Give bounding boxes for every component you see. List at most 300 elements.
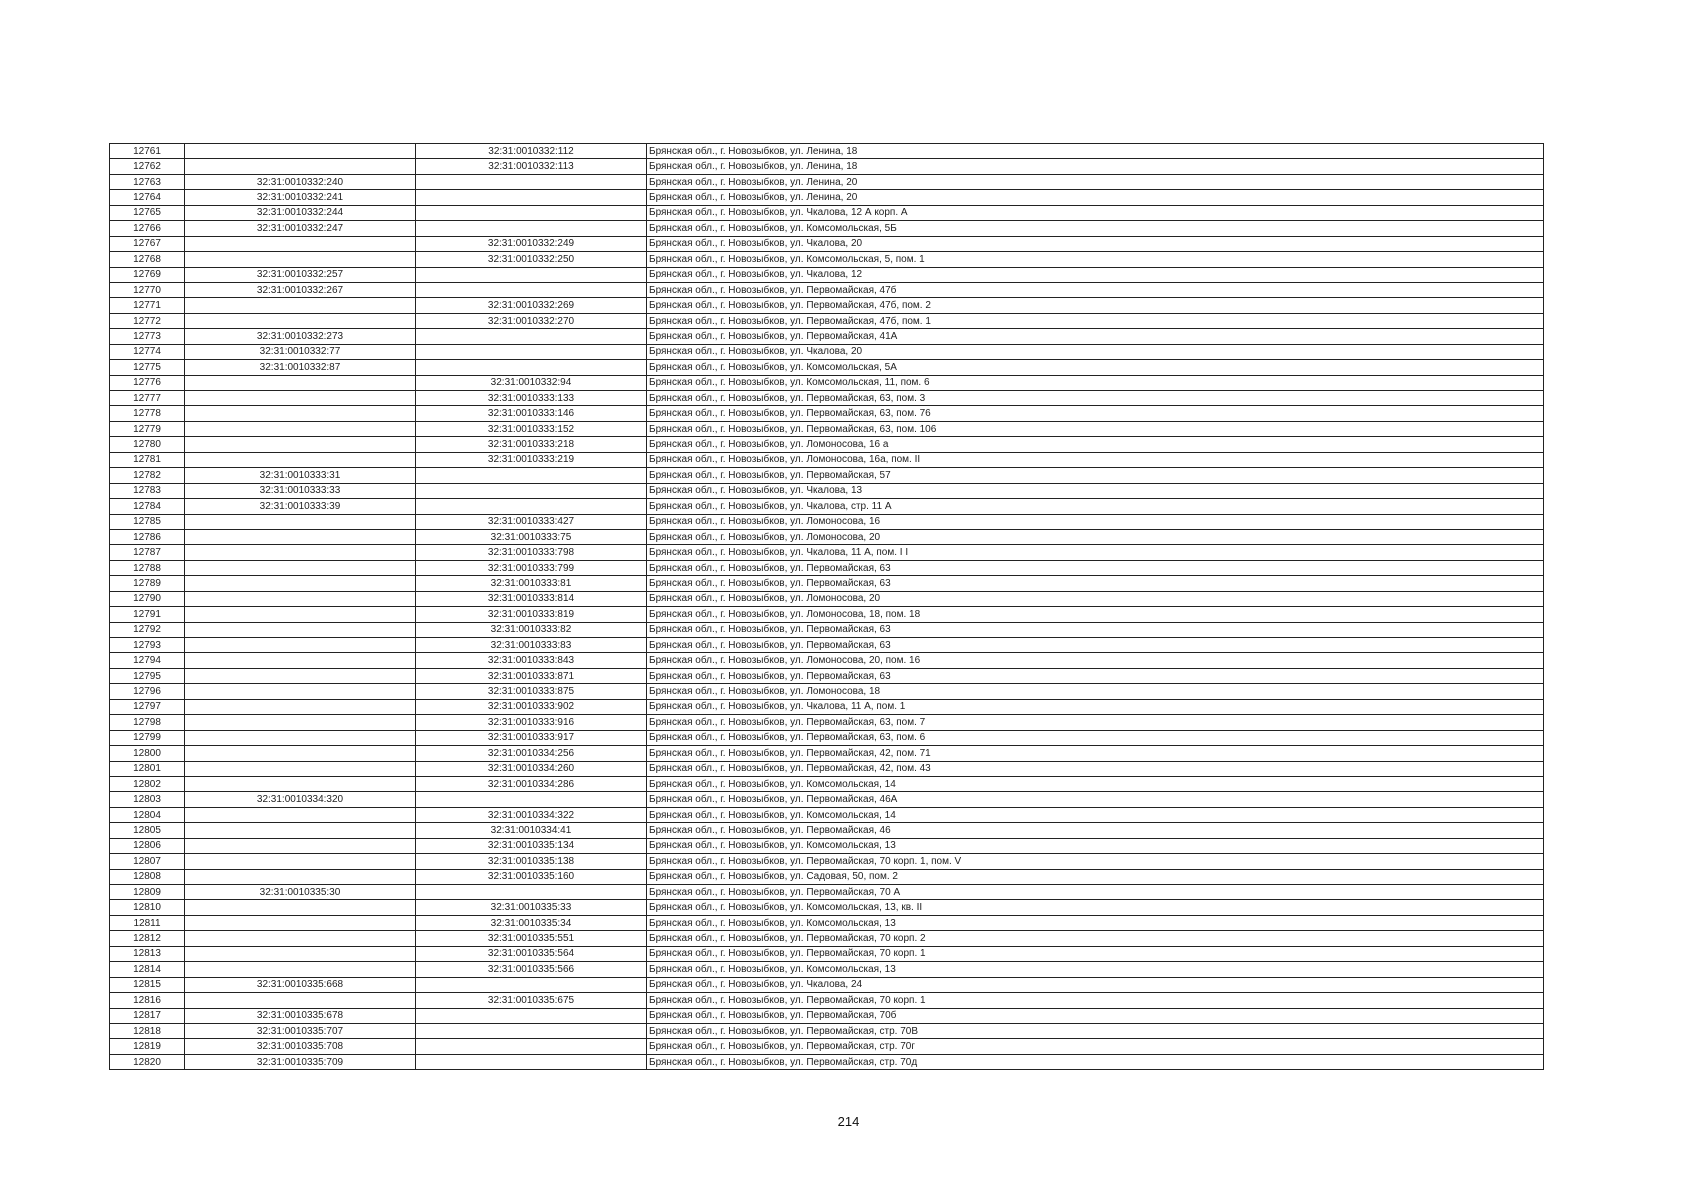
cadastral-number-cell xyxy=(185,746,416,761)
address-cell: Брянская обл., г. Новозыбков, ул. Комсомольская, 5, пом. 1 xyxy=(647,252,1544,267)
address-cell: Брянская обл., г. Новозыбков, ул. Первомайская, 47б, пом. 2 xyxy=(647,298,1544,313)
address-cell: Брянская обл., г. Новозыбков, ул. Первомайская, 70б xyxy=(647,1008,1544,1023)
address-cell: Брянская обл., г. Новозыбков, ул. Комсомольская, 14 xyxy=(647,807,1544,822)
cadastral-number-cell: 32:31:0010333:843 xyxy=(416,653,647,668)
table-row xyxy=(110,776,1544,791)
row-number-cell: 12816 xyxy=(110,993,185,1008)
address-cell: Брянская обл., г. Новозыбков, ул. Ломоносова, 20, пом. 16 xyxy=(647,653,1544,668)
address-cell: Брянская обл., г. Новозыбков, ул. Первомайская, стр. 70г xyxy=(647,1039,1544,1054)
cadastral-number-cell: 32:31:0010332:267 xyxy=(185,282,416,297)
cadastral-number-cell: 32:31:0010333:875 xyxy=(416,684,647,699)
row-number-cell: 12774 xyxy=(110,344,185,359)
cadastral-number-cell xyxy=(185,236,416,251)
cadastral-number-cell xyxy=(185,421,416,436)
row-number-cell: 12771 xyxy=(110,298,185,313)
cadastral-number-cell: 32:31:0010333:799 xyxy=(416,560,647,575)
table-row xyxy=(110,221,1544,236)
address-cell: Брянская обл., г. Новозыбков, ул. Первомайская, 47б, пом. 1 xyxy=(647,313,1544,328)
table-row xyxy=(110,1054,1544,1069)
address-cell: Брянская обл., г. Новозыбков, ул. Чкалова, 13 xyxy=(647,483,1544,498)
table-row xyxy=(110,761,1544,776)
table-row xyxy=(110,174,1544,189)
cadastral-number-cell xyxy=(185,607,416,622)
row-number-cell: 12796 xyxy=(110,684,185,699)
table-body xyxy=(110,144,1544,1070)
table-row xyxy=(110,622,1544,637)
cadastral-number-cell xyxy=(185,854,416,869)
cadastral-number-cell: 32:31:0010334:41 xyxy=(416,823,647,838)
cadastral-number-cell xyxy=(416,468,647,483)
address-cell: Брянская обл., г. Новозыбков, ул. Первомайская, 41А xyxy=(647,329,1544,344)
row-number-cell: 12818 xyxy=(110,1023,185,1038)
cadastral-number-cell: 32:31:0010333:814 xyxy=(416,591,647,606)
row-number-cell: 12762 xyxy=(110,159,185,174)
row-number-cell: 12813 xyxy=(110,946,185,961)
cadastral-number-cell xyxy=(185,962,416,977)
table-row xyxy=(110,931,1544,946)
table-row xyxy=(110,529,1544,544)
address-cell: Брянская обл., г. Новозыбков, ул. Ломоносова, 18, пом. 18 xyxy=(647,607,1544,622)
address-cell: Брянская обл., г. Новозыбков, ул. Комсомольская, 13 xyxy=(647,915,1544,930)
table-row xyxy=(110,823,1544,838)
table-row xyxy=(110,391,1544,406)
table-row xyxy=(110,344,1544,359)
row-number-cell: 12817 xyxy=(110,1008,185,1023)
cadastral-number-cell xyxy=(185,993,416,1008)
row-number-cell: 12795 xyxy=(110,668,185,683)
cadastral-number-cell: 32:31:0010335:709 xyxy=(185,1054,416,1069)
row-number-cell: 12815 xyxy=(110,977,185,992)
address-cell: Брянская обл., г. Новозыбков, ул. Первомайская, 63, пом. 6 xyxy=(647,730,1544,745)
address-cell: Брянская обл., г. Новозыбков, ул. Комсомольская, 14 xyxy=(647,776,1544,791)
table-row xyxy=(110,421,1544,436)
row-number-cell: 12799 xyxy=(110,730,185,745)
address-cell: Брянская обл., г. Новозыбков, ул. Первомайская, 46А xyxy=(647,792,1544,807)
row-number-cell: 12766 xyxy=(110,221,185,236)
table-row xyxy=(110,607,1544,622)
row-number-cell: 12777 xyxy=(110,391,185,406)
table-row xyxy=(110,1023,1544,1038)
cadastral-number-cell xyxy=(185,298,416,313)
cadastral-number-cell xyxy=(416,360,647,375)
cadastral-number-cell: 32:31:0010333:916 xyxy=(416,715,647,730)
row-number-cell: 12786 xyxy=(110,529,185,544)
row-number-cell: 12780 xyxy=(110,437,185,452)
address-cell: Брянская обл., г. Новозыбков, ул. Первомайская, 63 xyxy=(647,560,1544,575)
address-cell: Брянская обл., г. Новозыбков, ул. Ломоносова, 16 а xyxy=(647,437,1544,452)
cadastral-number-cell: 32:31:0010332:87 xyxy=(185,360,416,375)
cadastral-number-cell xyxy=(185,576,416,591)
cadastral-number-cell xyxy=(185,437,416,452)
cadastral-number-cell xyxy=(185,591,416,606)
cadastral-number-cell: 32:31:0010335:134 xyxy=(416,838,647,853)
row-number-cell: 12793 xyxy=(110,638,185,653)
cadastral-number-cell: 32:31:0010333:39 xyxy=(185,499,416,514)
cadastral-number-cell: 32:31:0010335:564 xyxy=(416,946,647,961)
cadastral-number-cell: 32:31:0010335:675 xyxy=(416,993,647,1008)
cadastral-number-cell: 32:31:0010333:427 xyxy=(416,514,647,529)
cadastral-number-cell: 32:31:0010335:678 xyxy=(185,1008,416,1023)
address-cell: Брянская обл., г. Новозыбков, ул. Чкалова, 20 xyxy=(647,344,1544,359)
row-number-cell: 12810 xyxy=(110,900,185,915)
table-row xyxy=(110,977,1544,992)
address-cell: Брянская обл., г. Новозыбков, ул. Комсомольская, 13 xyxy=(647,838,1544,853)
cadastral-number-cell xyxy=(185,375,416,390)
table-row xyxy=(110,282,1544,297)
cadastral-number-cell xyxy=(185,406,416,421)
cadastral-number-cell xyxy=(416,1054,647,1069)
table-row xyxy=(110,560,1544,575)
address-cell: Брянская обл., г. Новозыбков, ул. Первомайская, 70 корп. 1 xyxy=(647,993,1544,1008)
table-row xyxy=(110,360,1544,375)
address-cell: Брянская обл., г. Новозыбков, ул. Первомайская, 70 А xyxy=(647,885,1544,900)
cadastral-number-cell xyxy=(185,622,416,637)
cadastral-number-cell: 32:31:0010335:566 xyxy=(416,962,647,977)
cadastral-number-cell: 32:31:0010335:138 xyxy=(416,854,647,869)
cadastral-number-cell xyxy=(185,514,416,529)
address-cell: Брянская обл., г. Новозыбков, ул. Ломоносова, 20 xyxy=(647,529,1544,544)
cadastral-number-cell xyxy=(185,807,416,822)
cadastral-number-cell: 32:31:0010333:33 xyxy=(185,483,416,498)
row-number-cell: 12767 xyxy=(110,236,185,251)
cadastral-number-cell xyxy=(185,545,416,560)
address-cell: Брянская обл., г. Новозыбков, ул. Комсомольская, 11, пом. 6 xyxy=(647,375,1544,390)
table-row xyxy=(110,313,1544,328)
address-cell: Брянская обл., г. Новозыбков, ул. Первомайская, 70 корп. 1 xyxy=(647,946,1544,961)
row-number-cell: 12791 xyxy=(110,607,185,622)
cadastral-number-cell xyxy=(416,344,647,359)
address-cell: Брянская обл., г. Новозыбков, ул. Первомайская, 42, пом. 43 xyxy=(647,761,1544,776)
cadastral-number-cell xyxy=(185,931,416,946)
cadastral-number-cell: 32:31:0010335:34 xyxy=(416,915,647,930)
row-number-cell: 12787 xyxy=(110,545,185,560)
row-number-cell: 12812 xyxy=(110,931,185,946)
address-cell: Брянская обл., г. Новозыбков, ул. Первомайская, 47б xyxy=(647,282,1544,297)
cadastral-number-cell: 32:31:0010332:244 xyxy=(185,205,416,220)
address-cell: Брянская обл., г. Новозыбков, ул. Ленина, 20 xyxy=(647,190,1544,205)
row-number-cell: 12804 xyxy=(110,807,185,822)
table-row xyxy=(110,514,1544,529)
property-table xyxy=(109,143,1544,1070)
row-number-cell: 12820 xyxy=(110,1054,185,1069)
cadastral-number-cell: 32:31:0010334:256 xyxy=(416,746,647,761)
address-cell: Брянская обл., г. Новозыбков, ул. Садовая, 50, пом. 2 xyxy=(647,869,1544,884)
cadastral-number-cell xyxy=(185,638,416,653)
table-row xyxy=(110,159,1544,174)
address-cell: Брянская обл., г. Новозыбков, ул. Первомайская, 63 xyxy=(647,576,1544,591)
address-cell: Брянская обл., г. Новозыбков, ул. Ломоносова, 20 xyxy=(647,591,1544,606)
cadastral-number-cell xyxy=(416,221,647,236)
cadastral-number-cell xyxy=(416,1039,647,1054)
address-cell: Брянская обл., г. Новозыбков, ул. Первомайская, 70 корп. 2 xyxy=(647,931,1544,946)
row-number-cell: 12809 xyxy=(110,885,185,900)
cadastral-number-cell: 32:31:0010333:902 xyxy=(416,699,647,714)
table-row xyxy=(110,900,1544,915)
cadastral-number-cell xyxy=(185,668,416,683)
cadastral-number-cell: 32:31:0010333:219 xyxy=(416,452,647,467)
row-number-cell: 12763 xyxy=(110,174,185,189)
row-number-cell: 12811 xyxy=(110,915,185,930)
row-number-cell: 12798 xyxy=(110,715,185,730)
row-number-cell: 12814 xyxy=(110,962,185,977)
table-row xyxy=(110,653,1544,668)
row-number-cell: 12797 xyxy=(110,699,185,714)
table-row xyxy=(110,699,1544,714)
address-cell: Брянская обл., г. Новозыбков, ул. Ломоносова, 16а, пом. II xyxy=(647,452,1544,467)
row-number-cell: 12782 xyxy=(110,468,185,483)
row-number-cell: 12775 xyxy=(110,360,185,375)
cadastral-number-cell: 32:31:0010335:707 xyxy=(185,1023,416,1038)
row-number-cell: 12764 xyxy=(110,190,185,205)
row-number-cell: 12788 xyxy=(110,560,185,575)
address-cell: Брянская обл., г. Новозыбков, ул. Первомайская, 57 xyxy=(647,468,1544,483)
cadastral-number-cell xyxy=(416,792,647,807)
cadastral-number-cell: 32:31:0010333:146 xyxy=(416,406,647,421)
row-number-cell: 12765 xyxy=(110,205,185,220)
address-cell: Брянская обл., г. Новозыбков, ул. Чкалова, 11 А, пом. 1 xyxy=(647,699,1544,714)
cadastral-number-cell: 32:31:0010333:819 xyxy=(416,607,647,622)
cadastral-number-cell xyxy=(185,313,416,328)
table-row xyxy=(110,576,1544,591)
cadastral-number-cell: 32:31:0010332:250 xyxy=(416,252,647,267)
row-number-cell: 12770 xyxy=(110,282,185,297)
cadastral-number-cell: 32:31:0010332:269 xyxy=(416,298,647,313)
cadastral-number-cell: 32:31:0010335:30 xyxy=(185,885,416,900)
address-cell: Брянская обл., г. Новозыбков, ул. Первомайская, 46 xyxy=(647,823,1544,838)
table-row xyxy=(110,885,1544,900)
address-cell: Брянская обл., г. Новозыбков, ул. Первомайская, 70 корп. 1, пом. V xyxy=(647,854,1544,869)
cadastral-number-cell xyxy=(416,190,647,205)
table-row xyxy=(110,236,1544,251)
table-row xyxy=(110,915,1544,930)
table-row xyxy=(110,190,1544,205)
cadastral-number-cell xyxy=(185,653,416,668)
address-cell: Брянская обл., г. Новозыбков, ул. Первомайская, 63 xyxy=(647,622,1544,637)
cadastral-number-cell xyxy=(416,483,647,498)
table-row xyxy=(110,715,1544,730)
address-cell: Брянская обл., г. Новозыбков, ул. Чкалова, 11 А, пом. I I xyxy=(647,545,1544,560)
cadastral-number-cell xyxy=(185,915,416,930)
row-number-cell: 12808 xyxy=(110,869,185,884)
cadastral-number-cell xyxy=(416,1023,647,1038)
cadastral-number-cell: 32:31:0010333:83 xyxy=(416,638,647,653)
cadastral-number-cell: 32:31:0010332:249 xyxy=(416,236,647,251)
table-row xyxy=(110,638,1544,653)
row-number-cell: 12783 xyxy=(110,483,185,498)
address-cell: Брянская обл., г. Новозыбков, ул. Ломоносова, 16 xyxy=(647,514,1544,529)
cadastral-number-cell: 32:31:0010333:871 xyxy=(416,668,647,683)
address-cell: Брянская обл., г. Новозыбков, ул. Первомайская, 63, пом. 76 xyxy=(647,406,1544,421)
cadastral-number-cell xyxy=(185,452,416,467)
table-row xyxy=(110,452,1544,467)
cadastral-number-cell xyxy=(185,252,416,267)
cadastral-number-cell: 32:31:0010333:81 xyxy=(416,576,647,591)
table-row xyxy=(110,406,1544,421)
cadastral-number-cell xyxy=(416,174,647,189)
address-cell: Брянская обл., г. Новозыбков, ул. Первомайская, 63 xyxy=(647,638,1544,653)
row-number-cell: 12807 xyxy=(110,854,185,869)
row-number-cell: 12779 xyxy=(110,421,185,436)
table-row xyxy=(110,1039,1544,1054)
row-number-cell: 12806 xyxy=(110,838,185,853)
table-row xyxy=(110,267,1544,282)
row-number-cell: 12761 xyxy=(110,144,185,159)
cadastral-number-cell: 32:31:0010332:273 xyxy=(185,329,416,344)
cadastral-number-cell xyxy=(185,946,416,961)
cadastral-number-cell: 32:31:0010333:82 xyxy=(416,622,647,637)
cadastral-number-cell xyxy=(185,869,416,884)
table-row xyxy=(110,962,1544,977)
row-number-cell: 12773 xyxy=(110,329,185,344)
address-cell: Брянская обл., г. Новозыбков, ул. Первомайская, 63, пом. 3 xyxy=(647,391,1544,406)
cadastral-number-cell: 32:31:0010335:708 xyxy=(185,1039,416,1054)
cadastral-number-cell xyxy=(416,977,647,992)
cadastral-number-cell xyxy=(185,684,416,699)
address-cell: Брянская обл., г. Новозыбков, ул. Ленина, 18 xyxy=(647,159,1544,174)
cadastral-number-cell xyxy=(185,776,416,791)
table-row xyxy=(110,483,1544,498)
table-row xyxy=(110,437,1544,452)
row-number-cell: 12778 xyxy=(110,406,185,421)
address-cell: Брянская обл., г. Новозыбков, ул. Чкалова, 12 А корп. А xyxy=(647,205,1544,220)
address-cell: Брянская обл., г. Новозыбков, ул. Комсомольская, 13, кв. II xyxy=(647,900,1544,915)
cadastral-number-cell xyxy=(185,699,416,714)
row-number-cell: 12805 xyxy=(110,823,185,838)
cadastral-number-cell: 32:31:0010332:257 xyxy=(185,267,416,282)
row-number-cell: 12785 xyxy=(110,514,185,529)
address-cell: Брянская обл., г. Новозыбков, ул. Чкалова, стр. 11 А xyxy=(647,499,1544,514)
address-cell: Брянская обл., г. Новозыбков, ул. Ленина, 20 xyxy=(647,174,1544,189)
cadastral-number-cell: 32:31:0010332:112 xyxy=(416,144,647,159)
row-number-cell: 12819 xyxy=(110,1039,185,1054)
cadastral-number-cell xyxy=(416,885,647,900)
address-cell: Брянская обл., г. Новозыбков, ул. Ленина, 18 xyxy=(647,144,1544,159)
cadastral-number-cell xyxy=(416,205,647,220)
table-row xyxy=(110,730,1544,745)
address-cell: Брянская обл., г. Новозыбков, ул. Чкалова, 12 xyxy=(647,267,1544,282)
table-row xyxy=(110,468,1544,483)
row-number-cell: 12768 xyxy=(110,252,185,267)
address-cell: Брянская обл., г. Новозыбков, ул. Первомайская, стр. 70д xyxy=(647,1054,1544,1069)
cadastral-number-cell: 32:31:0010333:133 xyxy=(416,391,647,406)
table-row xyxy=(110,591,1544,606)
row-number-cell: 12781 xyxy=(110,452,185,467)
cadastral-number-cell xyxy=(416,267,647,282)
cadastral-number-cell xyxy=(416,499,647,514)
cadastral-number-cell xyxy=(185,159,416,174)
cadastral-number-cell xyxy=(416,282,647,297)
cadastral-number-cell xyxy=(416,329,647,344)
cadastral-number-cell xyxy=(185,715,416,730)
address-cell: Брянская обл., г. Новозыбков, ул. Комсомольская, 5Б xyxy=(647,221,1544,236)
cadastral-number-cell: 32:31:0010334:260 xyxy=(416,761,647,776)
row-number-cell: 12801 xyxy=(110,761,185,776)
cadastral-number-cell xyxy=(185,529,416,544)
cadastral-number-cell: 32:31:0010333:798 xyxy=(416,545,647,560)
cadastral-number-cell: 32:31:0010332:77 xyxy=(185,344,416,359)
address-cell: Брянская обл., г. Новозыбков, ул. Ломоносова, 18 xyxy=(647,684,1544,699)
address-cell: Брянская обл., г. Новозыбков, ул. Чкалова, 20 xyxy=(647,236,1544,251)
table-row xyxy=(110,746,1544,761)
cadastral-number-cell xyxy=(185,730,416,745)
cadastral-number-cell: 32:31:0010333:75 xyxy=(416,529,647,544)
cadastral-number-cell: 32:31:0010335:33 xyxy=(416,900,647,915)
cadastral-number-cell: 32:31:0010332:247 xyxy=(185,221,416,236)
table-row xyxy=(110,838,1544,853)
table-row xyxy=(110,807,1544,822)
row-number-cell: 12769 xyxy=(110,267,185,282)
address-cell: Брянская обл., г. Новозыбков, ул. Первомайская, 42, пом. 71 xyxy=(647,746,1544,761)
address-cell: Брянская обл., г. Новозыбков, ул. Первомайская, 63, пом. 7 xyxy=(647,715,1544,730)
cadastral-number-cell: 32:31:0010335:551 xyxy=(416,931,647,946)
cadastral-number-cell: 32:31:0010335:668 xyxy=(185,977,416,992)
address-cell: Брянская обл., г. Новозыбков, ул. Первомайская, 63, пом. 106 xyxy=(647,421,1544,436)
cadastral-number-cell xyxy=(185,144,416,159)
cadastral-number-cell: 32:31:0010333:152 xyxy=(416,421,647,436)
cadastral-number-cell: 32:31:0010335:160 xyxy=(416,869,647,884)
row-number-cell: 12789 xyxy=(110,576,185,591)
cadastral-number-cell xyxy=(185,391,416,406)
table-row xyxy=(110,1008,1544,1023)
table-row xyxy=(110,792,1544,807)
cadastral-number-cell xyxy=(185,838,416,853)
cadastral-number-cell: 32:31:0010332:240 xyxy=(185,174,416,189)
address-cell: Брянская обл., г. Новозыбков, ул. Первомайская, стр. 70В xyxy=(647,1023,1544,1038)
table-row xyxy=(110,252,1544,267)
cadastral-number-cell: 32:31:0010332:94 xyxy=(416,375,647,390)
table-row xyxy=(110,144,1544,159)
cadastral-number-cell: 32:31:0010334:320 xyxy=(185,792,416,807)
table-row xyxy=(110,545,1544,560)
row-number-cell: 12803 xyxy=(110,792,185,807)
table-row xyxy=(110,993,1544,1008)
address-cell: Брянская обл., г. Новозыбков, ул. Комсомольская, 5А xyxy=(647,360,1544,375)
table-row xyxy=(110,684,1544,699)
cadastral-number-cell xyxy=(185,560,416,575)
cadastral-number-cell xyxy=(185,900,416,915)
table-row xyxy=(110,205,1544,220)
row-number-cell: 12792 xyxy=(110,622,185,637)
cadastral-number-cell: 32:31:0010332:113 xyxy=(416,159,647,174)
address-cell: Брянская обл., г. Новозыбков, ул. Чкалова, 24 xyxy=(647,977,1544,992)
cadastral-number-cell: 32:31:0010334:322 xyxy=(416,807,647,822)
table-row xyxy=(110,375,1544,390)
page-number: 214 xyxy=(837,1114,860,1129)
table-row xyxy=(110,329,1544,344)
table-row xyxy=(110,298,1544,313)
row-number-cell: 12794 xyxy=(110,653,185,668)
row-number-cell: 12800 xyxy=(110,746,185,761)
cadastral-number-cell: 32:31:0010333:218 xyxy=(416,437,647,452)
address-cell: Брянская обл., г. Новозыбков, ул. Комсомольская, 13 xyxy=(647,962,1544,977)
cadastral-number-cell xyxy=(416,1008,647,1023)
row-number-cell: 12790 xyxy=(110,591,185,606)
row-number-cell: 12802 xyxy=(110,776,185,791)
row-number-cell: 12784 xyxy=(110,499,185,514)
cadastral-number-cell: 32:31:0010333:31 xyxy=(185,468,416,483)
address-cell: Брянская обл., г. Новозыбков, ул. Первомайская, 63 xyxy=(647,668,1544,683)
cadastral-number-cell: 32:31:0010333:917 xyxy=(416,730,647,745)
row-number-cell: 12772 xyxy=(110,313,185,328)
table-row xyxy=(110,946,1544,961)
table-row xyxy=(110,869,1544,884)
table-row xyxy=(110,668,1544,683)
cadastral-number-cell: 32:31:0010334:286 xyxy=(416,776,647,791)
table-row xyxy=(110,854,1544,869)
cadastral-number-cell xyxy=(185,761,416,776)
cadastral-number-cell: 32:31:0010332:241 xyxy=(185,190,416,205)
row-number-cell: 12776 xyxy=(110,375,185,390)
